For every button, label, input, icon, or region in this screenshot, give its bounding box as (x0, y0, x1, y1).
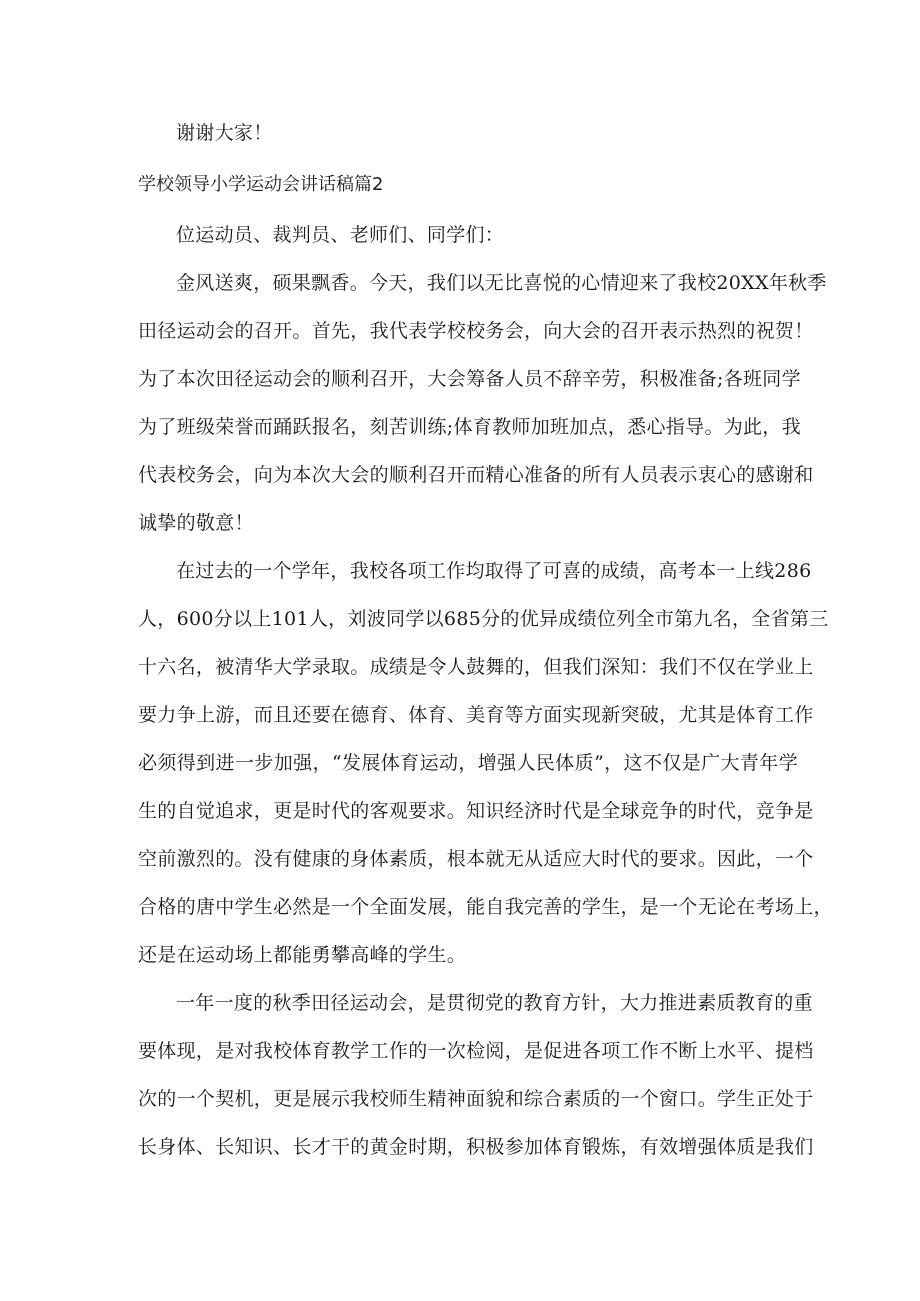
paragraph-2-line-4: 要力争上游，而且还要在德育、体育、美育等方面实现新突破，尤其是体育工作 (138, 704, 814, 726)
paragraph-2-line-8: 合格的唐中学生必然是一个全面发展，能自我完善的学生，是一个无论在考场上， (138, 896, 833, 918)
paragraph-1-line-2: 田径运动会的召开。首先，我代表学校校务会，向大会的召开表示热烈的祝贺！ (138, 320, 814, 342)
paragraph-2-line-9: 还是在运动场上都能勇攀高峰的学生。 (138, 944, 467, 966)
paragraph-1-line-1: 金风送爽，硕果飘香。今天，我们以无比喜悦的心情迎来了我校20XX年秋季 (176, 272, 827, 294)
salutation: 位运动员、裁判员、老师们、同学们： (176, 224, 505, 246)
paragraph-3-line-1: 一年一度的秋季田径运动会，是贯彻党的教育方针，大力推进素质教育的重 (176, 992, 813, 1014)
paragraph-3-line-2: 要体现，是对我校体育教学工作的一次检阅，是促进各项工作不断上水平、提档 (138, 1040, 814, 1062)
paragraph-1-line-5: 代表校务会，向为本次大会的顺利召开而精心准备的所有人员表示衷心的感谢和 (138, 464, 814, 486)
paragraph-2-line-5: 必须得到进一步加强，“发展体育运动，增强人民体质”，这不仅是广大青年学 (138, 752, 798, 774)
paragraph-1-line-4: 为了班级荣誉而踊跃报名，刻苦训练;体育教师加班加点，悉心指导。为此，我 (138, 416, 801, 438)
paragraph-3-line-4: 长身体、长知识、长才干的黄金时期，积极参加体育锻炼，有效增强体质是我们 (138, 1136, 814, 1158)
section-heading: 学校领导小学运动会讲话稿篇2 (138, 174, 384, 195)
closing-line: 谢谢大家！ (176, 122, 273, 144)
paragraph-2-line-2: 人，600分以上101人，刘波同学以685分的优异成绩位列全市第九名，全省第三 (138, 608, 829, 630)
paragraph-2-line-1: 在过去的一个学年，我校各项工作均取得了可喜的成绩，高考本一上线286 (176, 560, 812, 582)
paragraph-3-line-3: 次的一个契机，更是展示我校师生精神面貌和综合素质的一个窗口。学生正处于 (138, 1088, 814, 1110)
paragraph-1-line-3: 为了本次田径运动会的顺利召开，大会筹备人员不辞辛劳，积极准备;各班同学 (138, 368, 801, 390)
paragraph-1-line-6: 诚挚的敬意！ (138, 512, 254, 534)
paragraph-2-line-7: 空前激烈的。没有健康的身体素质，根本就无从适应大时代的要求。因此，一个 (138, 848, 814, 870)
paragraph-2-line-6: 生的自觉追求，更是时代的客观要求。知识经济时代是全球竞争的时代，竞争是 (138, 800, 814, 822)
paragraph-2-line-3: 十六名，被清华大学录取。成绩是令人鼓舞的，但我们深知：我们不仅在学业上 (138, 656, 814, 678)
